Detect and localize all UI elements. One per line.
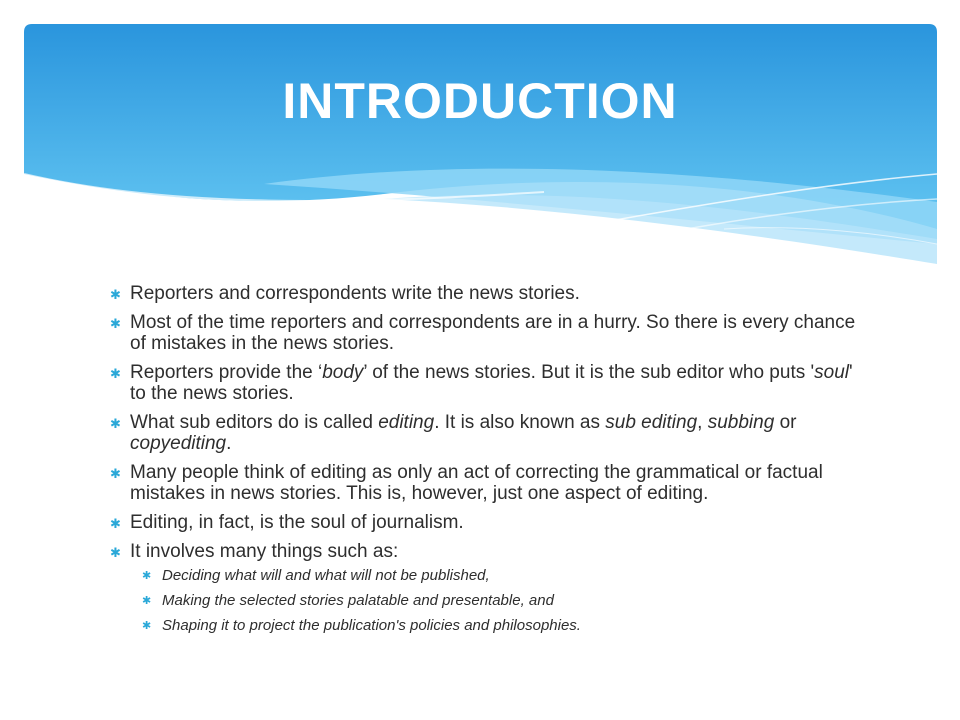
list-item: ✱ Reporters provide the ‘body’ of the news stories. But it is the sub editor who puts 'soul' to the news stories. xyxy=(110,362,853,404)
asterisk-icon: ✱ xyxy=(142,620,152,632)
asterisk-icon: ✱ xyxy=(110,466,121,481)
content-area xyxy=(110,283,870,643)
asterisk-icon: ✱ xyxy=(142,595,152,607)
sub-list-item: ✱ Shaping it to project the publication's policies and philosophies. xyxy=(142,617,581,634)
bullet-list xyxy=(110,283,870,635)
list-item: ✱ Reporters and correspondents write the news stories. xyxy=(110,283,580,304)
asterisk-icon: ✱ xyxy=(110,545,121,560)
list-item: ✱ Many people think of editing as only an act of correcting the grammatical or factual mistakes in news stories. This is, however, just one aspect of editing. xyxy=(110,462,823,504)
list-item: ✱ What sub editors do is called editing. It is also known as sub editing, subbing or copyediting. xyxy=(110,412,797,454)
list-item: ✱ Editing, in fact, is the soul of journalism. xyxy=(110,512,464,533)
asterisk-icon: ✱ xyxy=(110,366,121,381)
sub-bullet-list xyxy=(142,566,870,635)
asterisk-icon: ✱ xyxy=(110,516,121,531)
asterisk-icon: ✱ xyxy=(142,570,152,582)
asterisk-icon: ✱ xyxy=(110,416,121,431)
list-item: ✱ It involves many things such as: ✱ Deciding what will and what will not be published, ✱ Making the selected stories palatable and presentable, and ✱ Shaping it to project the publication's policies and philosophies. xyxy=(110,541,870,635)
asterisk-icon: ✱ xyxy=(110,287,121,302)
sub-list-item: ✱ Making the selected stories palatable and presentable, and xyxy=(142,592,554,609)
sub-list-item: ✱ Deciding what will and what will not be published, xyxy=(142,567,490,584)
list-item: ✱ Most of the time reporters and correspondents are in a hurry. So there is every chance of mistakes in the news stories. xyxy=(110,312,856,354)
header-banner xyxy=(24,24,937,264)
page-title: INTRODUCTION xyxy=(282,73,678,129)
asterisk-icon: ✱ xyxy=(110,316,121,331)
